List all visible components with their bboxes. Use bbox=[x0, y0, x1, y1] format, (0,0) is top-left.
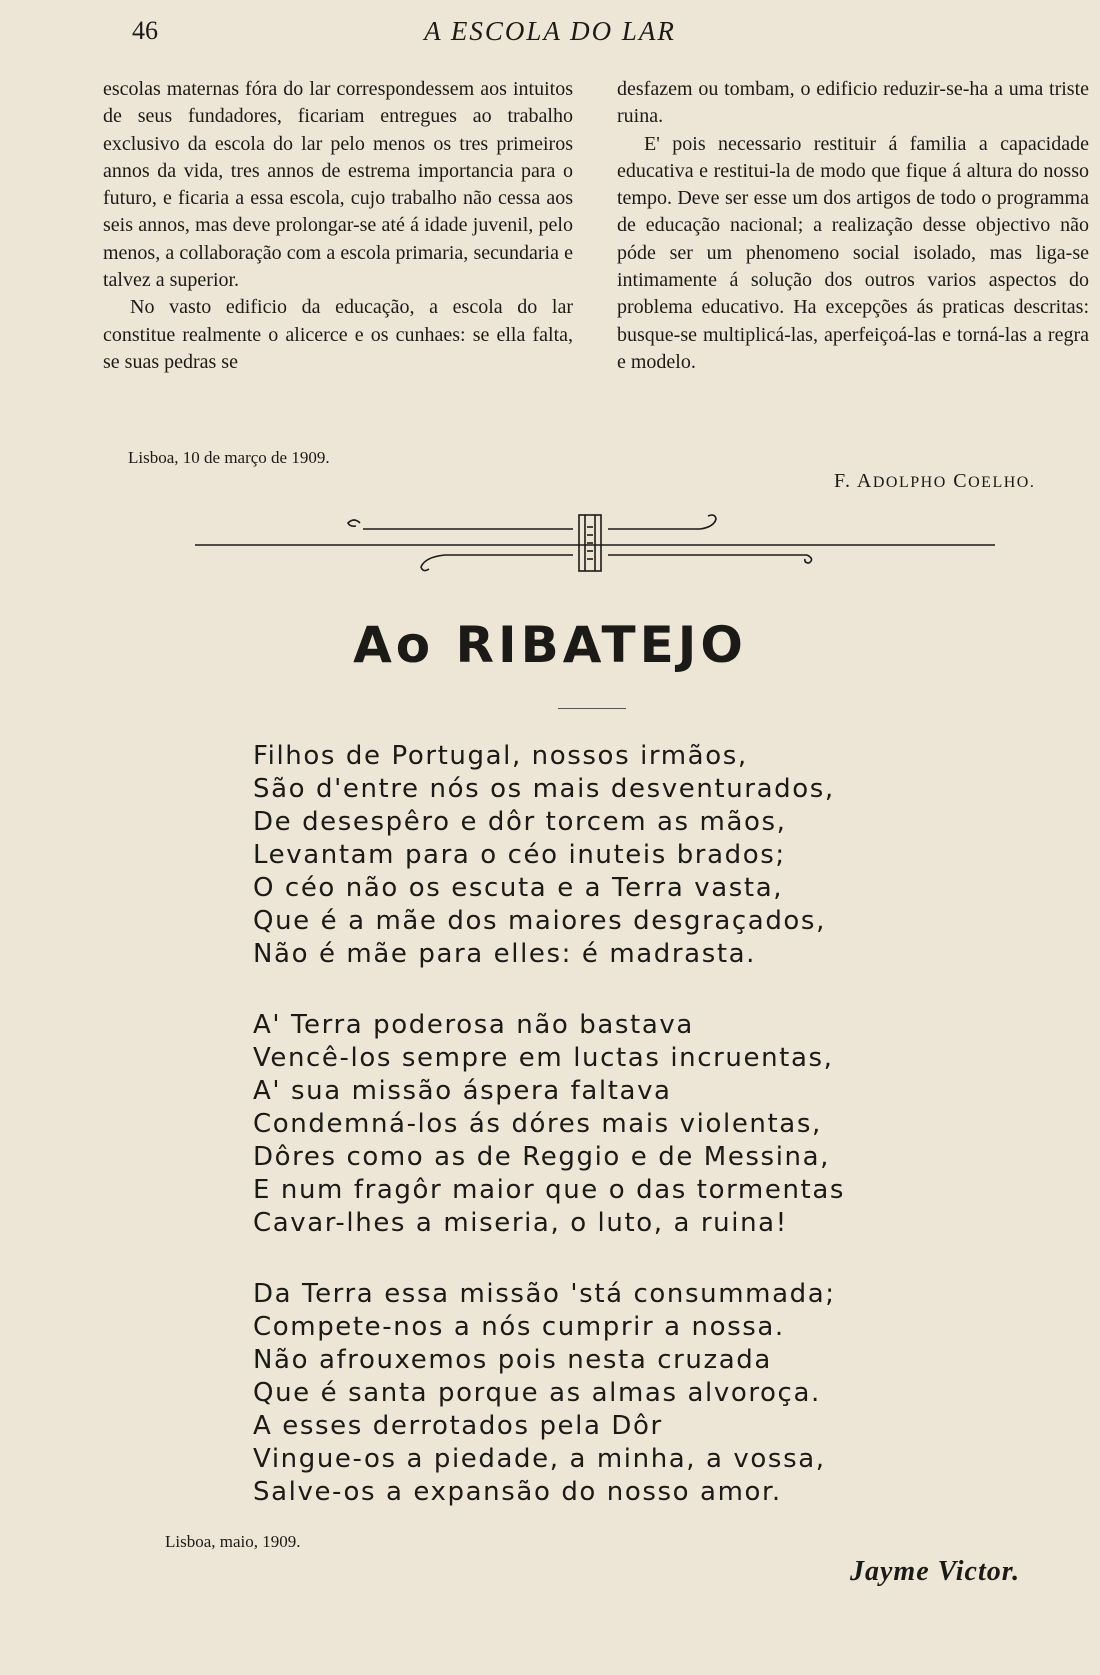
poem-line: O céo não os escuta e a Terra vasta, bbox=[253, 873, 784, 903]
poem-title: Ao RIBATEJO bbox=[353, 616, 747, 674]
article-left-column bbox=[103, 76, 573, 376]
poem-line: Da Terra essa missão 'stá consummada; bbox=[253, 1279, 836, 1309]
poem-line: Salve-os a expansão do nosso amor. bbox=[253, 1477, 782, 1507]
title-divider bbox=[558, 708, 626, 709]
running-title: A ESCOLA DO LAR bbox=[424, 16, 676, 46]
poem-stanza bbox=[253, 740, 953, 971]
poem-line: E num fragôr maior que o das tormentas bbox=[253, 1175, 845, 1205]
page-number: 46 bbox=[132, 16, 158, 45]
poem-line: Compete-nos a nós cumprir a nossa. bbox=[253, 1312, 785, 1342]
signature-part: F. A bbox=[834, 470, 873, 492]
poem-line: Vingue-os a piedade, a minha, a vossa, bbox=[253, 1444, 826, 1474]
poem-line: Não afrouxemos pois nesta cruzada bbox=[253, 1345, 772, 1375]
poem-line: Condemná-los ás dóres mais violentas, bbox=[253, 1109, 822, 1139]
poem-line: Que é a mãe dos maiores desgraçados, bbox=[253, 906, 826, 936]
signature-part: OELHO. bbox=[968, 474, 1036, 491]
poem-line: A' sua missão áspera faltava bbox=[253, 1076, 672, 1106]
poem-body bbox=[253, 740, 953, 1547]
poem-line: São d'entre nós os mais desventurados, bbox=[253, 774, 835, 804]
article-paragraph: No vasto edificio da educação, a escola do lar constitue realmente o alicerce e os cunhaes: se ella falta, se suas pedras se bbox=[103, 296, 573, 373]
signature-part: DOLPHO bbox=[872, 474, 947, 491]
article-signature bbox=[834, 470, 1035, 493]
poem-stanza bbox=[253, 1009, 953, 1240]
article-paragraph: E' pois necessario restituir á familia a capacidade educativa e restitui-la de modo que fique á altura do nosso tempo. Deve ser esse um dos artigos de todo o programma de educação nacional; a realização desse objectivo não póde ser um phenomeno social isolado, mas liga-se intimamente á solução dos outros varios aspectos do problema educativo. Ha excepções ás praticas descritas: busque-se multiplicá-las, aperfeiçoá-las e torná-las a regra e modelo. bbox=[617, 132, 1089, 373]
article-paragraph: escolas maternas fóra do lar correspondessem aos intuitos de seus fundadores, ficariam entregues ao trabalho exclusivo da escola do lar pelo menos os tres primeiros annos da vida, tres annos de estrema importancia para o futuro, e ficaria a essa escola, cujo trabalho não cessa aos seis annos, mas deve prolongar-se até á idade juvenil, pelo menos, a collaboração com a escola primaria, secundaria e talvez a superior. bbox=[103, 78, 573, 292]
poem-line: A esses derrotados pela Dôr bbox=[253, 1411, 663, 1441]
poem-line: Cavar-lhes a miseria, o luto, a ruina! bbox=[253, 1208, 788, 1238]
article-right-column bbox=[617, 76, 1089, 376]
article-paragraph: desfazem ou tombam, o edificio reduzir-se-ha a uma triste ruina. bbox=[617, 78, 1089, 128]
poem-stanza bbox=[253, 1278, 953, 1509]
article-dateline: Lisboa, 10 de março de 1909. bbox=[128, 448, 330, 467]
poem-line: A' Terra poderosa não bastava bbox=[253, 1010, 694, 1040]
poem-line: De desespêro e dôr torcem as mãos, bbox=[253, 807, 787, 837]
poem-line: Levantam para o céo inuteis brados; bbox=[253, 840, 786, 870]
poem-dateline: Lisboa, maio, 1909. bbox=[165, 1532, 301, 1551]
signature-part: C bbox=[946, 470, 969, 492]
poem-line: Vencê-los sempre em luctas incruentas, bbox=[253, 1043, 834, 1073]
decorative-ornament bbox=[195, 505, 995, 575]
poem-line: Filhos de Portugal, nossos irmãos, bbox=[253, 741, 748, 771]
poem-line: Não é mãe para elles: é madrasta. bbox=[253, 939, 757, 969]
poem-line: Que é santa porque as almas alvoroça. bbox=[253, 1378, 821, 1408]
poem-line: Dôres como as de Reggio e de Messina, bbox=[253, 1142, 831, 1172]
poem-author: Jayme Victor. bbox=[850, 1556, 1021, 1587]
